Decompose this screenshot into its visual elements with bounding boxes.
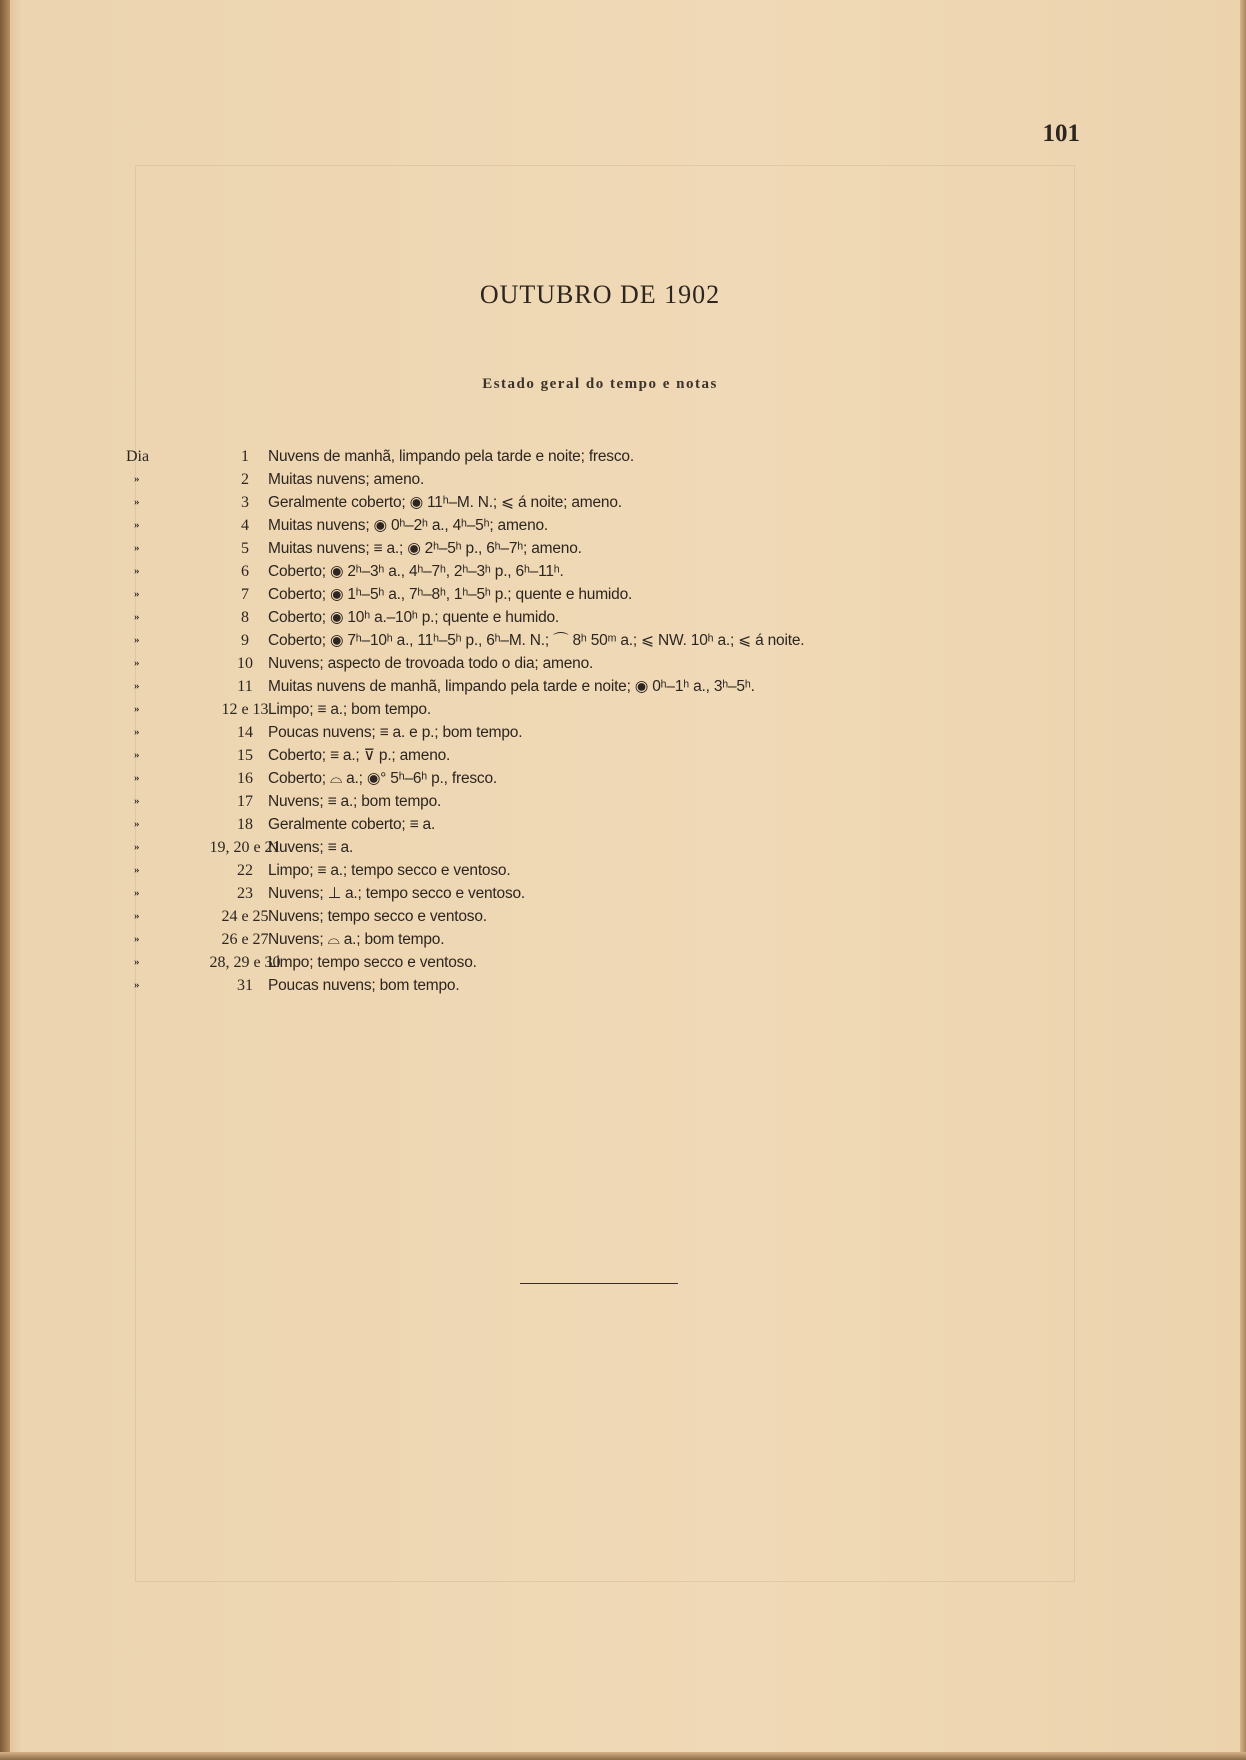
day-number: 6 — [241, 563, 249, 580]
ditto-mark: » — [134, 611, 140, 623]
day-number: 9 — [241, 632, 249, 649]
ditto-mark: » — [134, 588, 140, 600]
day-number: 15 — [237, 747, 253, 764]
list-item — [120, 491, 1070, 514]
ditto-mark: » — [134, 933, 140, 945]
weather-note: Limpo; ≡ a.; tempo secco e ventoso. — [268, 862, 511, 879]
list-item — [120, 882, 1070, 905]
day-number: 2 — [241, 471, 249, 488]
weather-note: Muitas nuvens; ameno. — [268, 471, 425, 488]
ditto-mark: » — [134, 795, 140, 807]
day-number: 26 e 27 — [221, 931, 269, 948]
ditto-mark: » — [134, 772, 140, 784]
page-right-edge — [1240, 0, 1246, 1760]
weather-note: Coberto; ⌓ a.; ◉° 5ʰ–6ʰ p., fresco. — [268, 770, 497, 787]
weather-note: Poucas nuvens; ≡ a. e p.; bom tempo. — [268, 724, 523, 741]
list-item — [120, 859, 1070, 882]
day-number: 1 — [241, 448, 249, 465]
day-number: 19, 20 e 21 — [209, 839, 281, 856]
ditto-mark: » — [134, 818, 140, 830]
day-number: 22 — [237, 862, 253, 879]
ditto-mark: » — [134, 726, 140, 738]
list-item — [120, 974, 1070, 997]
ditto-mark: » — [134, 519, 140, 531]
binding-edge — [0, 0, 10, 1760]
weather-note: Coberto; ◉ 7ʰ–10ʰ a., 11ʰ–5ʰ p., 6ʰ–M. N.; ⌒ 8ʰ 50ᵐ a.; ⩽ NW. 10ʰ a.; ⩽ á noite. — [268, 632, 805, 649]
ditto-mark: » — [134, 703, 140, 715]
day-number: 3 — [241, 494, 249, 511]
weather-note: Nuvens; tempo secco e ventoso. — [268, 908, 487, 925]
list-item — [120, 951, 1070, 974]
day-number: 11 — [237, 678, 253, 695]
day-number: 23 — [237, 885, 253, 902]
list-item — [120, 560, 1070, 583]
day-number: 31 — [237, 977, 253, 994]
list-item — [120, 468, 1070, 491]
day-number: 18 — [237, 816, 253, 833]
page-bottom-edge — [0, 1752, 1246, 1760]
page-title: OUTUBRO DE 1902 — [479, 280, 721, 309]
day-number: 4 — [241, 517, 249, 534]
end-rule — [520, 1283, 678, 1284]
list-item — [120, 583, 1070, 606]
day-number: 24 e 25 — [221, 908, 269, 925]
ditto-mark: » — [134, 979, 140, 991]
list-item — [120, 445, 1070, 468]
ditto-mark: » — [134, 634, 140, 646]
list-item — [120, 813, 1070, 836]
day-number: 8 — [241, 609, 249, 626]
ditto-mark: » — [134, 887, 140, 899]
list-item — [120, 629, 1070, 652]
weather-note: Nuvens; ≡ a. — [268, 839, 354, 856]
day-number: 10 — [237, 655, 253, 672]
day-number: 5 — [241, 540, 249, 557]
day-number: 14 — [237, 724, 253, 741]
weather-notes-list — [120, 445, 1070, 997]
weather-note: Muitas nuvens; ≡ a.; ◉ 2ʰ–5ʰ p., 6ʰ–7ʰ; ameno. — [268, 540, 582, 557]
ditto-mark: » — [134, 910, 140, 922]
weather-note: Coberto; ◉ 2ʰ–3ʰ a., 4ʰ–7ʰ, 2ʰ–3ʰ p., 6ʰ–11ʰ. — [268, 563, 564, 580]
day-number: 12 e 13 — [221, 701, 269, 718]
weather-note: Coberto; ◉ 1ʰ–5ʰ a., 7ʰ–8ʰ, 1ʰ–5ʰ p.; quente e humido. — [268, 586, 633, 603]
weather-note: Coberto; ◉ 10ʰ a.–10ʰ p.; quente e humido. — [268, 609, 560, 626]
list-item — [120, 675, 1070, 698]
ditto-mark: » — [134, 680, 140, 692]
ditto-mark: » — [134, 496, 140, 508]
page-number: 101 — [1042, 120, 1080, 147]
ditto-mark: » — [134, 473, 140, 485]
day-number: 16 — [237, 770, 253, 787]
weather-note: Geralmente coberto; ◉ 11ʰ–M. N.; ⩽ á noite; ameno. — [268, 494, 622, 511]
weather-note: Nuvens; ⊥ a.; tempo secco e ventoso. — [268, 885, 526, 902]
list-item — [120, 744, 1070, 767]
weather-note: Nuvens; aspecto de trovoada todo o dia; ameno. — [268, 655, 594, 672]
list-item — [120, 721, 1070, 744]
list-item — [120, 928, 1070, 951]
ditto-mark: » — [134, 565, 140, 577]
weather-note: Nuvens de manhã, limpando pela tarde e noite; fresco. — [268, 448, 634, 465]
weather-note: Coberto; ≡ a.; ⊽ p.; ameno. — [268, 747, 451, 764]
weather-note: Muitas nuvens de manhã, limpando pela tarde e noite; ◉ 0ʰ–1ʰ a., 3ʰ–5ʰ. — [268, 678, 755, 695]
weather-note: Geralmente coberto; ≡ a. — [268, 816, 436, 833]
day-number: 7 — [241, 586, 249, 603]
section-subtitle: Estado geral do tempo e notas — [482, 376, 718, 392]
ditto-mark: » — [134, 657, 140, 669]
list-item — [120, 537, 1070, 560]
list-item — [120, 836, 1070, 859]
day-number: 17 — [237, 793, 253, 810]
weather-note: Nuvens; ⌓ a.; bom tempo. — [268, 931, 445, 948]
list-item — [120, 790, 1070, 813]
weather-note: Limpo; ≡ a.; bom tempo. — [268, 701, 431, 718]
ditto-mark: » — [134, 749, 140, 761]
weather-note: Muitas nuvens; ◉ 0ʰ–2ʰ a., 4ʰ–5ʰ; ameno. — [268, 517, 549, 534]
list-item — [120, 767, 1070, 790]
list-item — [120, 514, 1070, 537]
weather-note: Limpo; tempo secco e ventoso. — [268, 954, 477, 971]
list-item — [120, 652, 1070, 675]
list-item — [120, 606, 1070, 629]
weather-note: Nuvens; ≡ a.; bom tempo. — [268, 793, 442, 810]
list-item — [120, 905, 1070, 928]
day-number: 28, 29 e 30 — [209, 954, 281, 971]
ditto-mark: » — [134, 956, 140, 968]
ditto-mark: » — [134, 542, 140, 554]
weather-note: Poucas nuvens; bom tempo. — [268, 977, 460, 994]
ditto-mark: » — [134, 841, 140, 853]
day-label: Dia — [126, 448, 150, 465]
list-item — [120, 698, 1070, 721]
ditto-mark: » — [134, 864, 140, 876]
